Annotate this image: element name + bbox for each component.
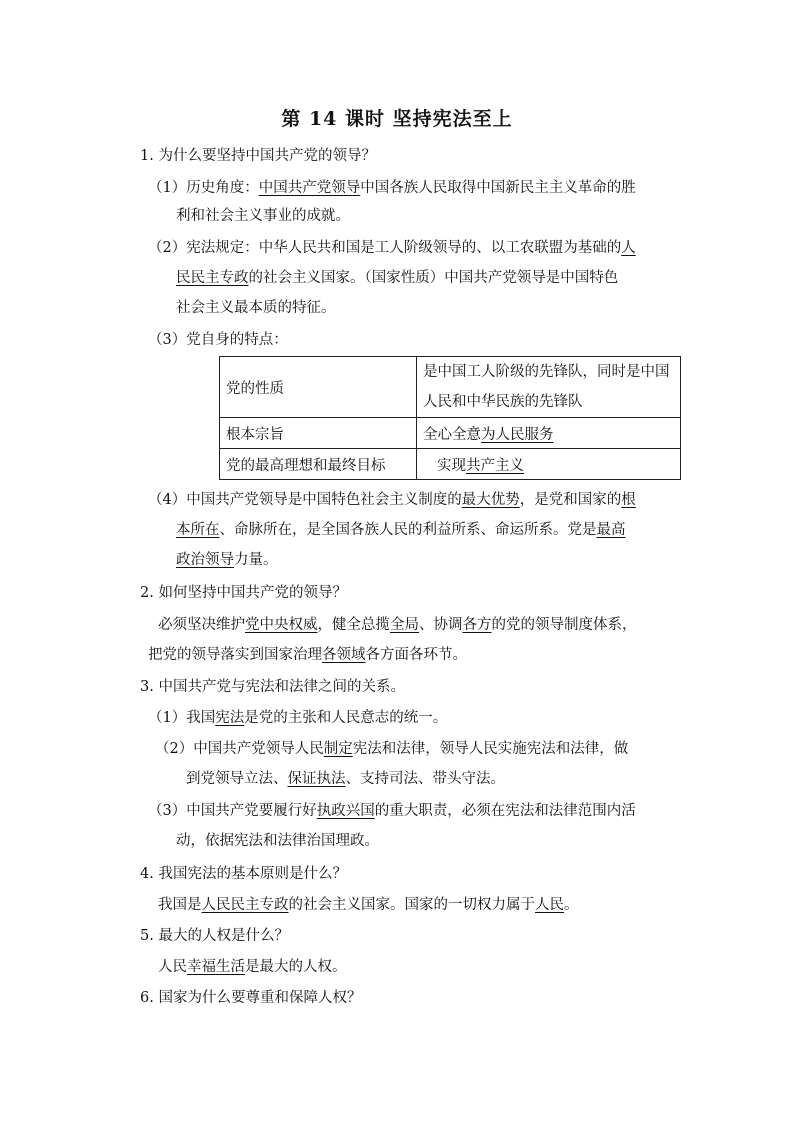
text: 。 bbox=[564, 897, 579, 913]
party-characteristics-table bbox=[219, 356, 681, 480]
text: 力量。 bbox=[234, 552, 278, 568]
underlined-term: 最高 bbox=[596, 522, 626, 538]
underlined-term: 全局 bbox=[390, 617, 419, 633]
underlined-term: 政治领导 bbox=[176, 552, 234, 568]
table-value bbox=[417, 357, 681, 418]
page-title: 第 14 课时 坚持宪法至上 bbox=[281, 108, 513, 130]
text: 到党领导立法、 bbox=[186, 771, 288, 787]
question-5: 5. 最大的人权是什么？ bbox=[140, 928, 289, 944]
underlined-term: 执政兴国 bbox=[316, 803, 375, 819]
q1-point-4-line-1 bbox=[148, 490, 636, 510]
q1-point-4-line-2 bbox=[176, 520, 626, 540]
underlined-term: 本所在 bbox=[176, 522, 220, 538]
table-value-text: 是中国工人阶级的先锋队，同时是中国人民和中华民族的先锋队 bbox=[423, 364, 670, 410]
text: 我国是 bbox=[158, 897, 202, 913]
underlined-term: 各领域 bbox=[322, 647, 366, 663]
q4-answer bbox=[158, 895, 579, 915]
text: 必须坚决维护 bbox=[158, 617, 245, 633]
text: 各方面各环节。 bbox=[365, 647, 467, 663]
text: 、协调 bbox=[419, 617, 463, 633]
table-value bbox=[417, 418, 681, 449]
underlined-term: 制定 bbox=[323, 741, 353, 757]
q1-point-4-line-3 bbox=[176, 550, 278, 570]
text: 的党的领导制度体系， bbox=[491, 617, 637, 633]
question-2: 2. 如何坚持中国共产党的领导？ bbox=[140, 585, 347, 601]
text: 、支持司法、带头守法。 bbox=[345, 771, 505, 787]
q1-point-2-line-1 bbox=[148, 238, 636, 258]
q1-point-2-line-2 bbox=[176, 268, 618, 288]
question-4: 4. 我国宪法的基本原则是什么？ bbox=[140, 866, 347, 882]
question-1: 1. 为什么要坚持中国共产党的领导？ bbox=[140, 148, 376, 164]
underlined-term: 宪法 bbox=[215, 710, 245, 726]
text: （3）中国共产党要履行好 bbox=[148, 803, 317, 819]
q5-answer bbox=[158, 957, 347, 977]
text: 实现 bbox=[437, 457, 466, 474]
q3-point-2-line-1 bbox=[155, 739, 628, 759]
text: 人民 bbox=[158, 959, 187, 975]
underlined-term: 人民民主专政 bbox=[201, 897, 289, 913]
underlined-term: 各方 bbox=[462, 617, 492, 633]
underlined-term: 民民主专政 bbox=[176, 270, 249, 286]
text: 宪法和法律，领导人民实施宪法和法律，做 bbox=[352, 741, 629, 757]
underlined-term: 人民 bbox=[535, 897, 564, 913]
text: （4）中国共产党领导是中国特色社会主义制度的 bbox=[148, 492, 462, 508]
q1-point-3: （3）党自身的特点： bbox=[148, 332, 288, 348]
text: （2）中国共产党领导人民 bbox=[155, 741, 324, 757]
question-3: 3. 中国共产党与宪法和法律之间的关系。 bbox=[140, 679, 405, 695]
q1-point-1-line-2: 利和社会主义事业的成就。 bbox=[176, 208, 350, 224]
q3-point-3-line-1 bbox=[148, 801, 636, 821]
text: （2）宪法规定：中华人民共和国是工人阶级领导的、以工农联盟为基础的 bbox=[148, 240, 622, 256]
q3-point-2-line-2 bbox=[186, 769, 505, 789]
table-row bbox=[220, 357, 681, 418]
text: ，健全总揽 bbox=[317, 617, 390, 633]
q3-point-3-line-2: 动，依据宪法和法律治国理政。 bbox=[176, 833, 379, 849]
text: 全心全意 bbox=[423, 426, 481, 443]
question-6: 6. 国家为什么要尊重和保障人权？ bbox=[140, 990, 362, 1006]
q2-answer-line-1 bbox=[158, 615, 637, 635]
q2-answer-line-2 bbox=[148, 645, 467, 665]
underlined-term: 为人民服务 bbox=[481, 426, 554, 443]
text: 把党的领导落实到国家治理 bbox=[148, 647, 322, 663]
underlined-term: 保证执法 bbox=[287, 771, 346, 787]
text: 的重大职责，必须在宪法和法律范围内活 bbox=[374, 803, 636, 819]
text: 中国各族人民取得中国新民主主义革命的胜 bbox=[360, 180, 636, 196]
underlined-term: 根 bbox=[621, 492, 636, 508]
table-row bbox=[220, 418, 681, 449]
text: 是最大的人权。 bbox=[245, 959, 347, 975]
underlined-term: 最大优势 bbox=[461, 492, 520, 508]
underlined-term: 幸福生活 bbox=[187, 959, 245, 975]
q1-point-1-line-1 bbox=[148, 178, 636, 198]
text: （1）我国 bbox=[148, 710, 216, 726]
underlined-term: 中国共产党领导 bbox=[258, 180, 361, 196]
text: （1）历史角度： bbox=[148, 180, 259, 196]
q3-point-1 bbox=[148, 708, 447, 728]
table-row bbox=[220, 449, 681, 480]
text: 的社会主义国家。国家的一切权力属于 bbox=[288, 897, 535, 913]
text: 是党的主张和人民意志的统一。 bbox=[244, 710, 448, 726]
table-key: 根本宗旨 bbox=[220, 418, 417, 449]
underlined-term: 共产主义 bbox=[466, 457, 524, 474]
table-key: 党的性质 bbox=[220, 357, 417, 418]
text: ，是党和国家的 bbox=[519, 492, 622, 508]
underlined-term: 党中央权威 bbox=[245, 617, 318, 633]
table-value bbox=[417, 449, 681, 480]
underlined-term: 人 bbox=[621, 240, 636, 256]
q1-point-2-line-3: 社会主义最本质的特征。 bbox=[176, 300, 336, 316]
text: 、命脉所在，是全国各族人民的利益所系、命运所系。党是 bbox=[219, 522, 597, 538]
table-key: 党的最高理想和最终目标 bbox=[220, 449, 417, 480]
text: 的社会主义国家。（国家性质）中国共产党领导是中国特色 bbox=[248, 270, 619, 286]
